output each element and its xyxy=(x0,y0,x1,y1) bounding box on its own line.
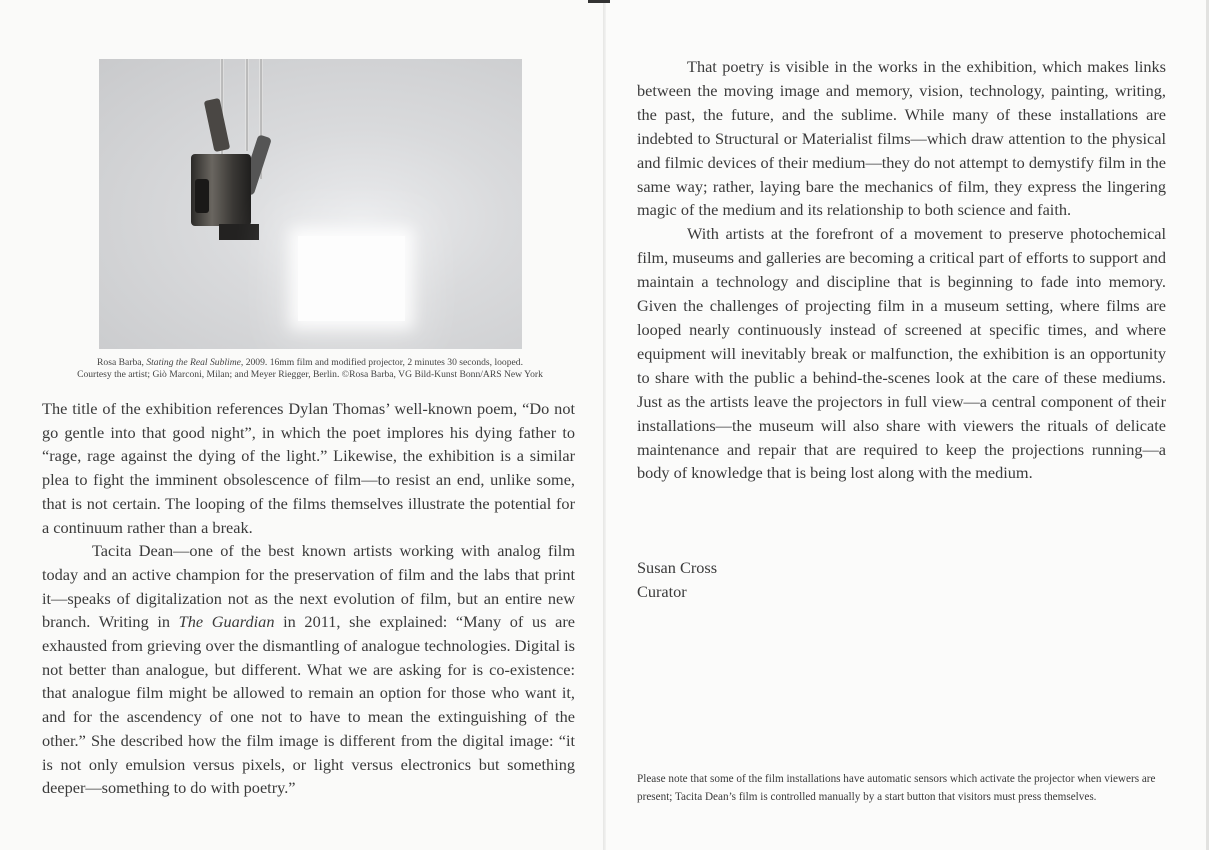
paragraph-exhibition-title: The title of the exhibition references Dylan Thomas’ well-known poem, “Do not go gentle into that good night”, in which the poet implores his dying father to “rage, rage against the dying of the light.” Likewise, the exhibition is a similar plea to fight the imminent obsolescence of film—to resist an end, unlike some, that is not certain. The looping of the films themselves illustrate the potential for a continuum rather than a break. xyxy=(42,399,575,537)
paragraph-poetry: That poetry is visible in the works in the exhibition, which makes links between the moving image and memory, vision, technology, painting, writing, the past, the future, and the sublime. While many of these installations are indebted to Structural or Materialist films—which draw attention to the physical and filmic devices of their medium—they do not attempt to demystify film in the same way; rather, laying bare the mechanics of film, they express the lingering magic of the medium and its relationship to both science and faith. xyxy=(637,57,1166,220)
book-gutter xyxy=(603,0,606,850)
exhibition-photo-projector xyxy=(99,59,522,349)
signature-title: Curator xyxy=(637,582,687,601)
signature-name: Susan Cross xyxy=(637,558,718,577)
publication-title: The Guardian xyxy=(178,612,275,632)
photo-caption: Rosa Barba, Stating the Real Sublime, 2009. 16mm film and modified projector, 2 minutes 30 seconds, looped. Courtesy the artist; Giò Marconi, Milan; and Meyer Riegger, Berlin. ©Rosa Barba, VG Bild-Kunst Bonn/ARS New York xyxy=(40,357,580,380)
binding-mark xyxy=(588,0,610,3)
projected-light-rectangle xyxy=(298,236,405,321)
right-body-text xyxy=(637,55,1166,485)
paragraph-tacita-dean: Tacita Dean—one of the best known artists working with analog film today and an active champion for the preservation of film and the labs that print it—speaks of digitalization not as the next evolution of film, but an entire new branch. Writing in The Guardian in 2011, she explained: “Many of us are exhausted from grieving over the dismantling of analogue technologies. Digital is not better than analogue, but different. What we are asking for is co-existence: that analogue film might be allowed to remain an option for those who want it, and for the ascendency of one not to have to mean the extinguishing of the other.” She described how the film image is different from the digital image: “it is not only emulsion versus pixels, or light versus electronics but something deeper—something to do with poetry.” xyxy=(42,541,575,798)
left-body-text xyxy=(42,397,575,800)
paragraph-preservation: With artists at the forefront of a movement to preserve photochemical film, museums and galleries are becoming a critical part of efforts to support and maintain a technology and discipline that is beginning to fade into memory. Given the challenges of projecting film in a museum setting, where films are looped nearly continuously instead of screened at specific times, and where equipment will inevitably break or malfunction, the exhibition is an opportunity to share with the public a behind-the-scenes look at the care of these mediums. Just as the artists leave the projectors in full view—a central component of their installations—the museum will also share with viewers the rituals of delicate maintenance and repair that are required to keep the projections running—a body of knowledge that is being lost along with the medium. xyxy=(637,224,1166,483)
caption-credit: Courtesy the artist; Giò Marconi, Milan; and Meyer Riegger, Berlin. ©Rosa Barba, VG Bild-Kunst Bonn/ARS New York xyxy=(77,368,543,380)
footnote: Please note that some of the film installations have automatic sensors which activate the projector when viewers are present; Tacita Dean’s film is controlled manually by a start button that visitors must press themselves. xyxy=(637,773,1156,803)
signature-block xyxy=(637,556,717,604)
caption-work-title: Stating the Real Sublime xyxy=(146,357,241,368)
